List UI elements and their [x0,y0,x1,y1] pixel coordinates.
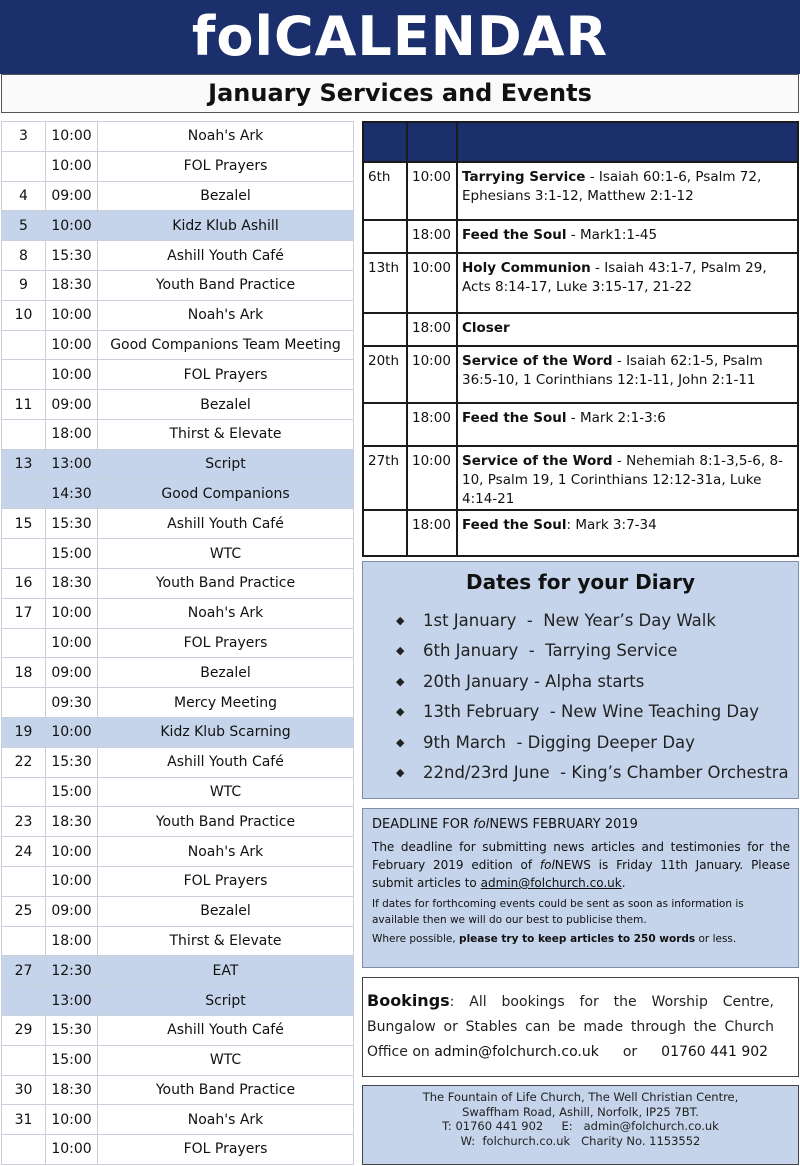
calendar-event: Mercy Meeting [98,688,354,718]
calendar-day [2,151,46,181]
calendar-time: 10:00 [46,122,98,152]
service-row [363,253,798,313]
dates-for-diary-box [362,561,799,799]
service-title: Feed the Soul [462,410,567,426]
footer-line: Swaffham Road, Ashill, Norfolk, IP25 7BT. [462,1104,699,1119]
calendar-time: 10:00 [46,837,98,867]
service-description [457,313,798,346]
bookings-email[interactable]: admin@folchurch.co.uk [434,1044,599,1060]
diary-item-text: 20th January - Alpha starts [423,671,645,691]
service-time: 10:00 [407,446,457,510]
bookings-text: : All bookings for the Worship Centre, Bungalow or Stables can be made through the Church Office on [367,994,774,1060]
calendar-day [2,479,46,509]
subtitle-bar [1,74,799,113]
calendar-time: 10:00 [46,628,98,658]
calendar-time: 18:00 [46,419,98,449]
service-description [457,220,798,253]
calendar-time: 18:30 [46,807,98,837]
calendar-day [2,628,46,658]
calendar-day: 27 [2,956,46,986]
service-title: Service of the Word [462,353,613,369]
calendar-event: Youth Band Practice [98,1075,354,1105]
calendar-day: 10 [2,300,46,330]
diary-item-text: 9th March - Digging Deeper Day [423,732,695,752]
deadline-note: If dates for forthcoming events could be sent as soon as information is available then we will do our best to publicise them. [372,898,744,926]
calendar-day [2,330,46,360]
service-date: 27th [363,446,407,510]
calendar-day: 9 [2,270,46,300]
calendar-day [2,419,46,449]
calendar-time: 18:30 [46,270,98,300]
calendar-time: 10:00 [46,1105,98,1135]
calendar-day [2,539,46,569]
calendar-day: 13 [2,449,46,479]
calendar-day: 29 [2,1015,46,1045]
bookings-or: or [622,1044,638,1060]
calendar-time: 15:00 [46,539,98,569]
diary-item [363,606,798,636]
service-date: 13th [363,253,407,313]
calendar-time: 09:00 [46,181,98,211]
calendar-event: Noah's Ark [98,122,354,152]
calendar-event: Youth Band Practice [98,568,354,598]
diary-item [363,667,798,697]
service-time: 18:00 [407,220,457,253]
calendar-day: 30 [2,1075,46,1105]
diary-item [363,728,798,758]
deadline-heading: DEADLINE FOR folNEWS FEBRUARY 2019 [372,817,638,832]
calendar-event: Youth Band Practice [98,270,354,300]
calendar-day: 25 [2,896,46,926]
calendar-event: Thirst & Elevate [98,419,354,449]
calendar-row [2,1045,354,1075]
calendar-event: Bezalel [98,181,354,211]
calendar-banner [0,0,800,74]
calendar-event: Good Companions [98,479,354,509]
calendar-day: 23 [2,807,46,837]
calendar-row [2,1135,354,1165]
page-title: folCALENDAR [191,5,609,68]
service-date [363,220,407,253]
calendar-event: WTC [98,1045,354,1075]
calendar-time: 13:00 [46,986,98,1016]
calendar-event: Noah's Ark [98,300,354,330]
calendar-row [2,926,354,956]
calendar-time: 15:30 [46,1015,98,1045]
diamond-bullet-icon: ◆ [396,735,405,749]
calendar-row [2,807,354,837]
calendar-row [2,717,354,747]
calendar-event: Script [98,986,354,1016]
calendar-time: 10:00 [46,360,98,390]
calendar-time: 10:00 [46,151,98,181]
calendar-time: 15:00 [46,1045,98,1075]
service-row [363,162,798,220]
calendar-event: FOL Prayers [98,866,354,896]
diamond-bullet-icon: ◆ [396,644,405,658]
service-time: 18:00 [407,403,457,446]
calendar-event: WTC [98,777,354,807]
diary-item [363,636,798,666]
service-time: 18:00 [407,313,457,346]
service-readings: - Mark1:1-45 [566,227,658,243]
calendar-row [2,1075,354,1105]
calendar-row [2,628,354,658]
footer-line: W: folchurch.co.uk Charity No. 1153552 [460,1133,701,1148]
calendar-time: 18:30 [46,568,98,598]
service-title: Service of the Word [462,453,613,469]
calendar-row [2,449,354,479]
calendar-row [2,747,354,777]
calendar-row [2,688,354,718]
service-title: Feed the Soul [462,227,567,243]
diary-item-text: 1st January - New Year’s Day Walk [423,611,716,630]
service-time: 18:00 [407,510,457,556]
calendar-day: 22 [2,747,46,777]
calendar-event: Bezalel [98,896,354,926]
service-time: 10:00 [407,346,457,403]
calendar-row [2,777,354,807]
calendar-time: 10:00 [46,211,98,241]
calendar-day [2,688,46,718]
calendar-event: Good Companions Team Meeting [98,330,354,360]
calendar-event: FOL Prayers [98,628,354,658]
calendar-row [2,896,354,926]
calendar-row [2,658,354,688]
calendar-time: 10:00 [46,866,98,896]
service-readings: - Isaiah 43:1-7, Psalm 29, Acts 8:14-17, Luke 3:15-17, 21-22 [462,260,767,295]
service-date [363,510,407,556]
calendar-event: Ashill Youth Café [98,241,354,271]
service-date: 20th [363,346,407,403]
calendar-row [2,360,354,390]
deadline-paragraph: The deadline for submitting news articles and testimonies for the February 2019 edition of folNEWS is Friday 11th January. Please submit articles to admin@folchurch.co.uk. [372,840,791,890]
calendar-time: 12:30 [46,956,98,986]
calendar-event: Kidz Klub Scarning [98,717,354,747]
calendar-event: Noah's Ark [98,598,354,628]
calendar-time: 09:00 [46,390,98,420]
calendar-day: 17 [2,598,46,628]
calendar-time: 10:00 [46,598,98,628]
calendar-time: 09:00 [46,658,98,688]
service-title: Feed the Soul [462,517,567,533]
service-row [363,403,798,446]
calendar-event: Bezalel [98,390,354,420]
service-time: 10:00 [407,162,457,220]
calendar-day: 18 [2,658,46,688]
service-title: Closer [462,320,510,336]
calendar-day [2,926,46,956]
service-time: 10:00 [407,253,457,313]
diamond-bullet-icon: ◆ [396,674,405,688]
calendar-event: FOL Prayers [98,151,354,181]
diary-item-text: 22nd/23rd June - King’s Chamber Orchestra [423,763,789,783]
calendar-row [2,330,354,360]
deadline-email-link[interactable]: admin@folchurch.co.uk [480,876,622,890]
service-row [363,510,798,556]
calendar-row [2,866,354,896]
service-description [457,162,798,220]
calendar-row [2,539,354,569]
calendar-day: 11 [2,390,46,420]
calendar-day [2,360,46,390]
calendar-event: Noah's Ark [98,1105,354,1135]
page-subtitle: January Services and Events [208,79,592,107]
diamond-bullet-icon: ◆ [396,614,405,627]
deadline-word-limit: Where possible, please try to keep articles to 250 words or less. [372,933,737,945]
service-readings: - Isaiah 60:1-6, Psalm 72, Ephesians 3:1-12, Matthew 2:1-12 [462,169,762,204]
service-title: Tarrying Service [462,169,586,185]
service-date [363,403,407,446]
calendar-time: 10:00 [46,300,98,330]
service-row [363,220,798,253]
calendar-day: 15 [2,509,46,539]
calendar-day [2,866,46,896]
calendar-time: 10:00 [46,330,98,360]
service-readings: - Nehemiah 8:1-3,5-6, 8-10, Psalm 19, 1 Corinthians 12:12-31a, Luke 4:14-21 [462,453,783,507]
service-date [363,313,407,346]
calendar-event: FOL Prayers [98,1135,354,1165]
service-readings: - Isaiah 62:1-5, Psalm 36:5-10, 1 Corinthians 12:1-11, John 2:1-11 [462,353,763,388]
calendar-row [2,479,354,509]
service-row [363,446,798,510]
diary-item [363,697,798,727]
bookings-box [362,977,799,1077]
service-description [457,510,798,556]
calendar-row [2,1015,354,1045]
calendar-day [2,777,46,807]
services-header-row [363,122,798,162]
calendar-event: Thirst & Elevate [98,926,354,956]
calendar-event: FOL Prayers [98,360,354,390]
services-table [362,121,799,557]
calendar-time: 10:00 [46,717,98,747]
calendar-row [2,419,354,449]
service-description [457,403,798,446]
service-date: 6th [363,162,407,220]
bookings-phone: 01760 441 902 [661,1044,769,1060]
calendar-row [2,270,354,300]
diamond-bullet-icon: ◆ [396,705,405,719]
events-calendar-table [1,121,354,1165]
service-description [457,446,798,510]
calendar-row [2,837,354,867]
calendar-time: 09:00 [46,896,98,926]
service-row [363,313,798,346]
service-readings: - Mark 2:1-3:6 [566,410,666,426]
calendar-day: 24 [2,837,46,867]
calendar-time: 15:30 [46,509,98,539]
calendar-event: Bezalel [98,658,354,688]
deadline-box [362,808,799,968]
service-title: Holy Communion [462,260,591,276]
footer-line: The Fountain of Life Church, The Well Christian Centre, [422,1090,739,1104]
calendar-event: Ashill Youth Café [98,1015,354,1045]
calendar-time: 10:00 [46,1135,98,1165]
church-address-footer [362,1085,799,1165]
calendar-event: Script [98,449,354,479]
calendar-time: 18:30 [46,1075,98,1105]
calendar-day: 4 [2,181,46,211]
service-description [457,253,798,313]
calendar-day: 31 [2,1105,46,1135]
calendar-row [2,181,354,211]
calendar-row [2,509,354,539]
calendar-event: WTC [98,539,354,569]
calendar-time: 15:30 [46,747,98,777]
calendar-event: EAT [98,956,354,986]
calendar-day [2,1045,46,1075]
service-description [457,346,798,403]
diamond-bullet-icon: ◆ [396,766,405,780]
calendar-time: 15:30 [46,241,98,271]
calendar-day: 19 [2,717,46,747]
calendar-row [2,241,354,271]
calendar-row [2,986,354,1016]
calendar-event: Kidz Klub Ashill [98,211,354,241]
calendar-row [2,956,354,986]
diary-item [363,758,798,788]
service-readings: : Mark 3:7-34 [566,517,657,533]
calendar-time: 13:00 [46,449,98,479]
calendar-day [2,986,46,1016]
calendar-day: 8 [2,241,46,271]
calendar-day: 5 [2,211,46,241]
diary-title: Dates for your Diary [465,570,696,594]
calendar-time: 15:00 [46,777,98,807]
footer-line: T: 01760 441 902 E: admin@folchurch.co.uk [442,1119,719,1133]
calendar-event: Ashill Youth Café [98,509,354,539]
calendar-row [2,598,354,628]
calendar-time: 09:30 [46,688,98,718]
calendar-row [2,151,354,181]
calendar-time: 18:00 [46,926,98,956]
calendar-time: 14:30 [46,479,98,509]
calendar-row [2,300,354,330]
diary-item-text: 6th January - Tarrying Service [423,641,678,661]
bookings-heading: Bookings [367,991,450,1010]
calendar-day: 3 [2,122,46,152]
calendar-row [2,211,354,241]
calendar-row [2,568,354,598]
calendar-event: Ashill Youth Café [98,747,354,777]
calendar-event: Youth Band Practice [98,807,354,837]
calendar-row [2,390,354,420]
calendar-row [2,122,354,152]
diary-item-text: 13th February - New Wine Teaching Day [423,702,760,722]
calendar-day [2,1135,46,1165]
service-row [363,346,798,403]
diary-list [363,606,798,788]
calendar-day: 16 [2,568,46,598]
calendar-event: Noah's Ark [98,837,354,867]
calendar-row [2,1105,354,1135]
